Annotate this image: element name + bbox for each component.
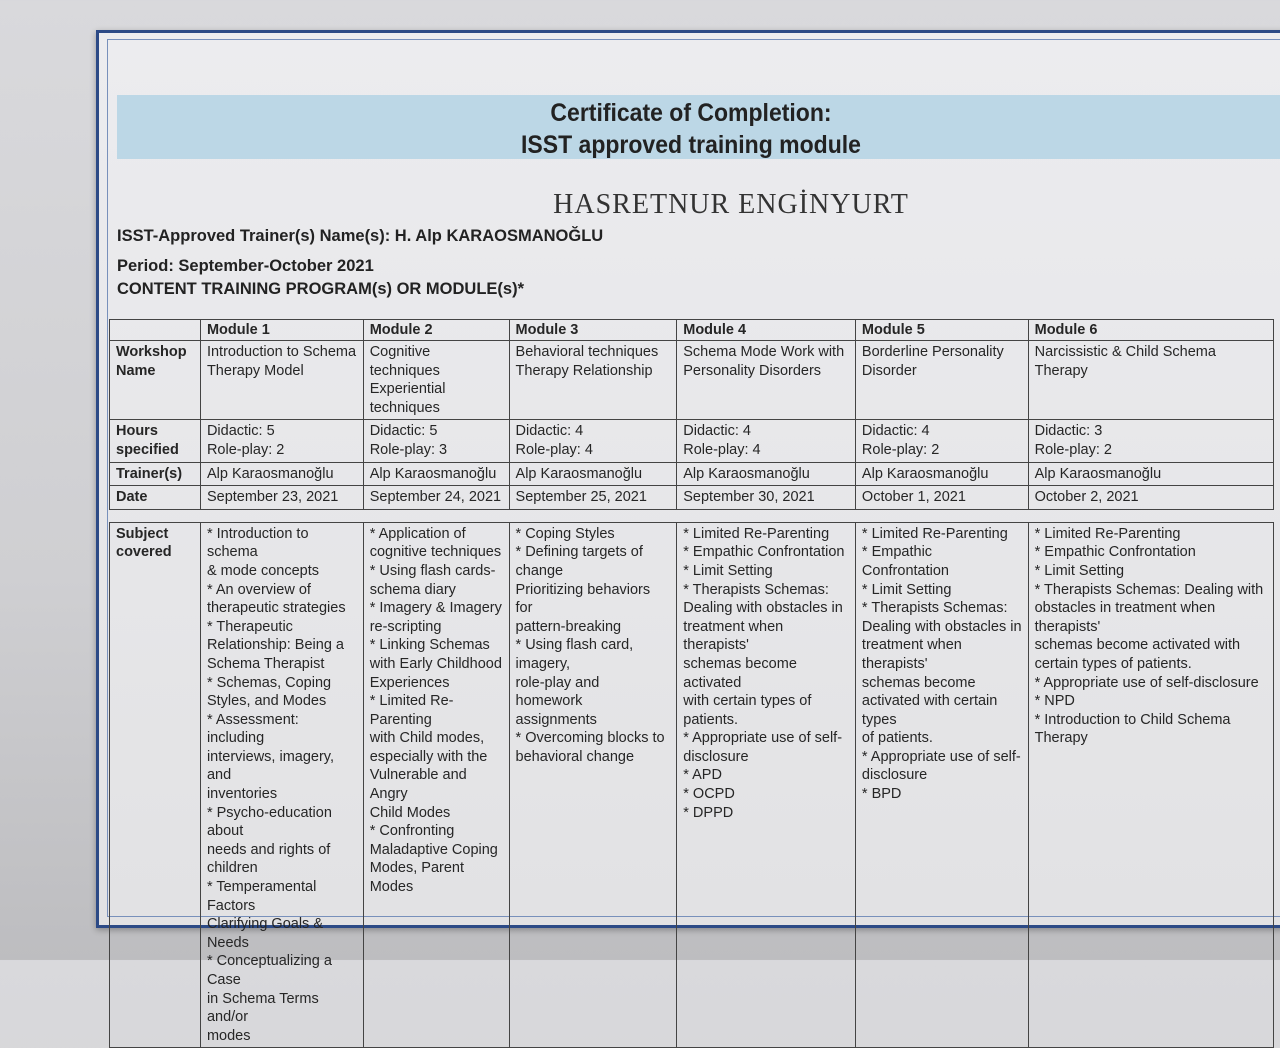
row-label: Workshop Name [110, 341, 201, 420]
workshop-name: Behavioral techniques Therapy Relationship [509, 341, 677, 420]
hours-row [110, 420, 1274, 462]
title-line-1: Certificate of Completion: [550, 99, 832, 127]
hours-cell: Didactic: 3 Role-play: 2 [1028, 420, 1273, 462]
date-cell: October 1, 2021 [855, 486, 1028, 510]
row-label: Hours specified [110, 420, 201, 462]
row-label: Trainer(s) [110, 462, 201, 486]
subjects-cell: * Introduction to schema & mode concepts * An overview of therapeutic strategies * Therapeutic Relationship: Being a Schema Therapist * Schemas, Coping Styles, and Modes * Assessment: including interviews, imagery, and inventories * Psycho-education about needs and rights of children * Temperamental Factors Clarifying Goals & Needs * Conceptualizing a Case in Schema Terms and/or modes [200, 522, 363, 1048]
trainer-cell: Alp Karaosmanoğlu [509, 462, 677, 486]
recipient-name: HASRETNUR ENGİNYURT [553, 189, 909, 220]
date-cell: September 25, 2021 [509, 486, 677, 510]
subject-row [110, 522, 1274, 1048]
workshop-name: Narcissistic & Child Schema Therapy [1028, 341, 1273, 420]
certificate [96, 30, 1280, 1044]
module-header: Module 6 [1028, 320, 1273, 341]
module-header: Module 4 [677, 320, 856, 341]
trainer-cell: Alp Karaosmanoğlu [363, 462, 509, 486]
subjects-cell: * Limited Re-Parenting * Empathic Confrontation * Limit Setting * Therapists Schemas: Dealing with obstacles in treatment when therapists' schemas become activated with certain types of patients. * Appropriate use of self- disclosure * BPD [855, 522, 1028, 1048]
subjects-cell: * Limited Re-Parenting * Empathic Confrontation * Limit Setting * Therapists Schemas: Dealing with obstacles in treatment when therapists' schemas become activated with certain types of patients. * Appropriate use of self- disclosure * APD * OCPD * DPPD [677, 522, 856, 1048]
row-label: Date [110, 486, 201, 510]
module-header: Module 5 [855, 320, 1028, 341]
period-line: Period: September-October 2021 [117, 257, 374, 275]
workshop-name: Introduction to Schema Therapy Model [200, 341, 363, 420]
date-row [110, 486, 1274, 510]
date-cell: September 23, 2021 [200, 486, 363, 510]
date-cell: September 24, 2021 [363, 486, 509, 510]
trainer-cell: Alp Karaosmanoğlu [1028, 462, 1273, 486]
row-label: Subject covered [110, 522, 201, 1048]
spacer-row [110, 509, 1274, 522]
module-header: Module 2 [363, 320, 509, 341]
trainer-cell: Alp Karaosmanoğlu [855, 462, 1028, 486]
date-cell: September 30, 2021 [677, 486, 856, 510]
trainers-line: ISST-Approved Trainer(s) Name(s): H. Alp KARAOSMANOĞLU [117, 227, 604, 245]
date-cell: October 2, 2021 [1028, 486, 1273, 510]
certificate-title [146, 97, 1235, 161]
workshop-name: Schema Mode Work with Personality Disorders [677, 341, 856, 420]
header-row [110, 320, 1274, 341]
content-line: CONTENT TRAINING PROGRAM(s) OR MODULE(s)* [117, 280, 524, 298]
workshop-row [110, 341, 1274, 420]
subjects-cell: * Limited Re-Parenting * Empathic Confrontation * Limit Setting * Therapists Schemas: Dealing with obstacles in treatment when therapists' schemas become activated with certain types of patients. * Appropriate use of self-disclosure * NPD * Introduction to Child Schema Therapy [1028, 522, 1273, 1048]
module-header: Module 1 [200, 320, 363, 341]
trainer-cell: Alp Karaosmanoğlu [200, 462, 363, 486]
hours-cell: Didactic: 4 Role-play: 4 [509, 420, 677, 462]
module-header: Module 3 [509, 320, 677, 341]
trainer-row [110, 462, 1274, 486]
hours-cell: Didactic: 4 Role-play: 2 [855, 420, 1028, 462]
subjects-cell: * Coping Styles * Defining targets of change Prioritizing behaviors for pattern-breaking * Using flash card, imagery, role-play and homework assignments * Overcoming blocks to behavioral change [509, 522, 677, 1048]
corner-cell [110, 320, 201, 341]
subjects-cell: * Application of cognitive techniques * Using flash cards- schema diary * Imagery & Imagery re-scripting * Linking Schemas with Early Childhood Experiences * Limited Re-Parenting with Child modes, especially with the Vulnerable and Angry Child Modes * Confronting Maladaptive Coping Modes, Parent Modes [363, 522, 509, 1048]
title-line-2: ISST approved training module [521, 131, 861, 159]
trainer-cell: Alp Karaosmanoğlu [677, 462, 856, 486]
workshop-name: Cognitive techniques Experiential techniques [363, 341, 509, 420]
hours-cell: Didactic: 5 Role-play: 2 [200, 420, 363, 462]
hours-cell: Didactic: 4 Role-play: 4 [677, 420, 856, 462]
workshop-name: Borderline Personality Disorder [855, 341, 1028, 420]
spacer [110, 509, 1274, 522]
hours-cell: Didactic: 5 Role-play: 3 [363, 420, 509, 462]
modules-table [109, 319, 1274, 1048]
